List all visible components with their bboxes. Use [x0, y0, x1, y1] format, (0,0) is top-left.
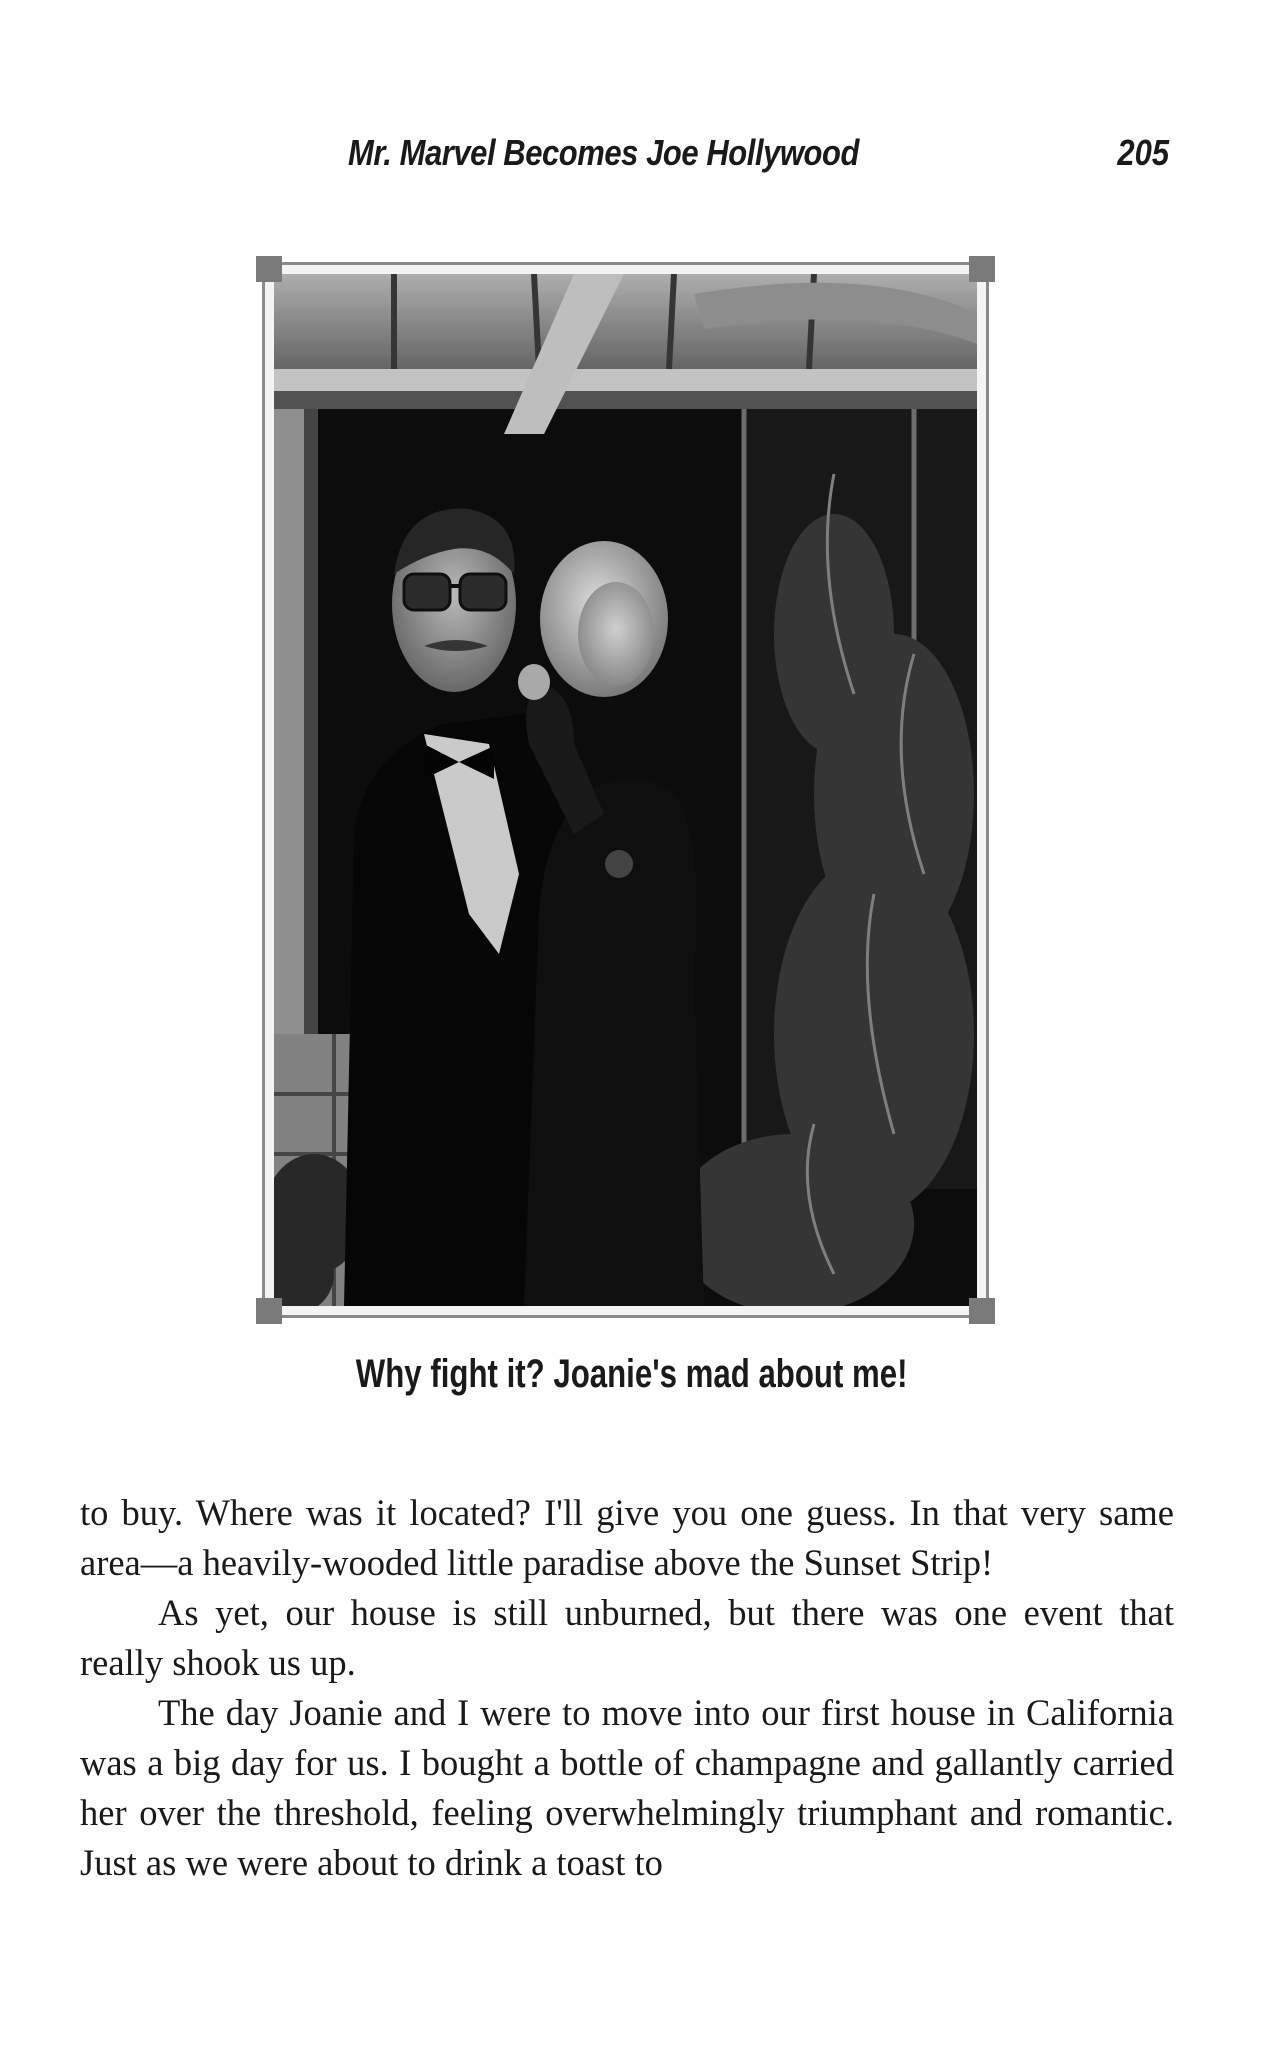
running-title: Mr. Marvel Becomes Joe Hollywood [348, 132, 860, 173]
photo-caption-text: Why fight it? Joanie's mad about me! [356, 1352, 908, 1396]
body-text [80, 1488, 1174, 1888]
photo-corner-bottom-left [256, 1298, 282, 1324]
photograph [274, 274, 977, 1306]
running-head [0, 132, 1264, 182]
photo-corner-top-right [969, 256, 995, 282]
paragraph-continuation: to buy. Where was it located? I'll give you one guess. In that very same area—a heavily-wooded little paradise above the Sunset Strip! [80, 1492, 1174, 1583]
photo-figure [262, 262, 989, 1318]
photo-caption [0, 1352, 1264, 1397]
paragraph: The day Joanie and I were to move into our first house in California was a big day for us. I bought a bottle of champagne and gallantly carried her over the threshold, feeling overwhelmingly triumphant and romantic. Just as we were about to drink a toast to [80, 1692, 1174, 1883]
photo-corner-top-left [256, 256, 282, 282]
photo-corner-bottom-right [969, 1298, 995, 1324]
page-number: 205 [1117, 132, 1169, 173]
paragraph: As yet, our house is still unburned, but there was one event that really shook us up. [80, 1592, 1174, 1683]
